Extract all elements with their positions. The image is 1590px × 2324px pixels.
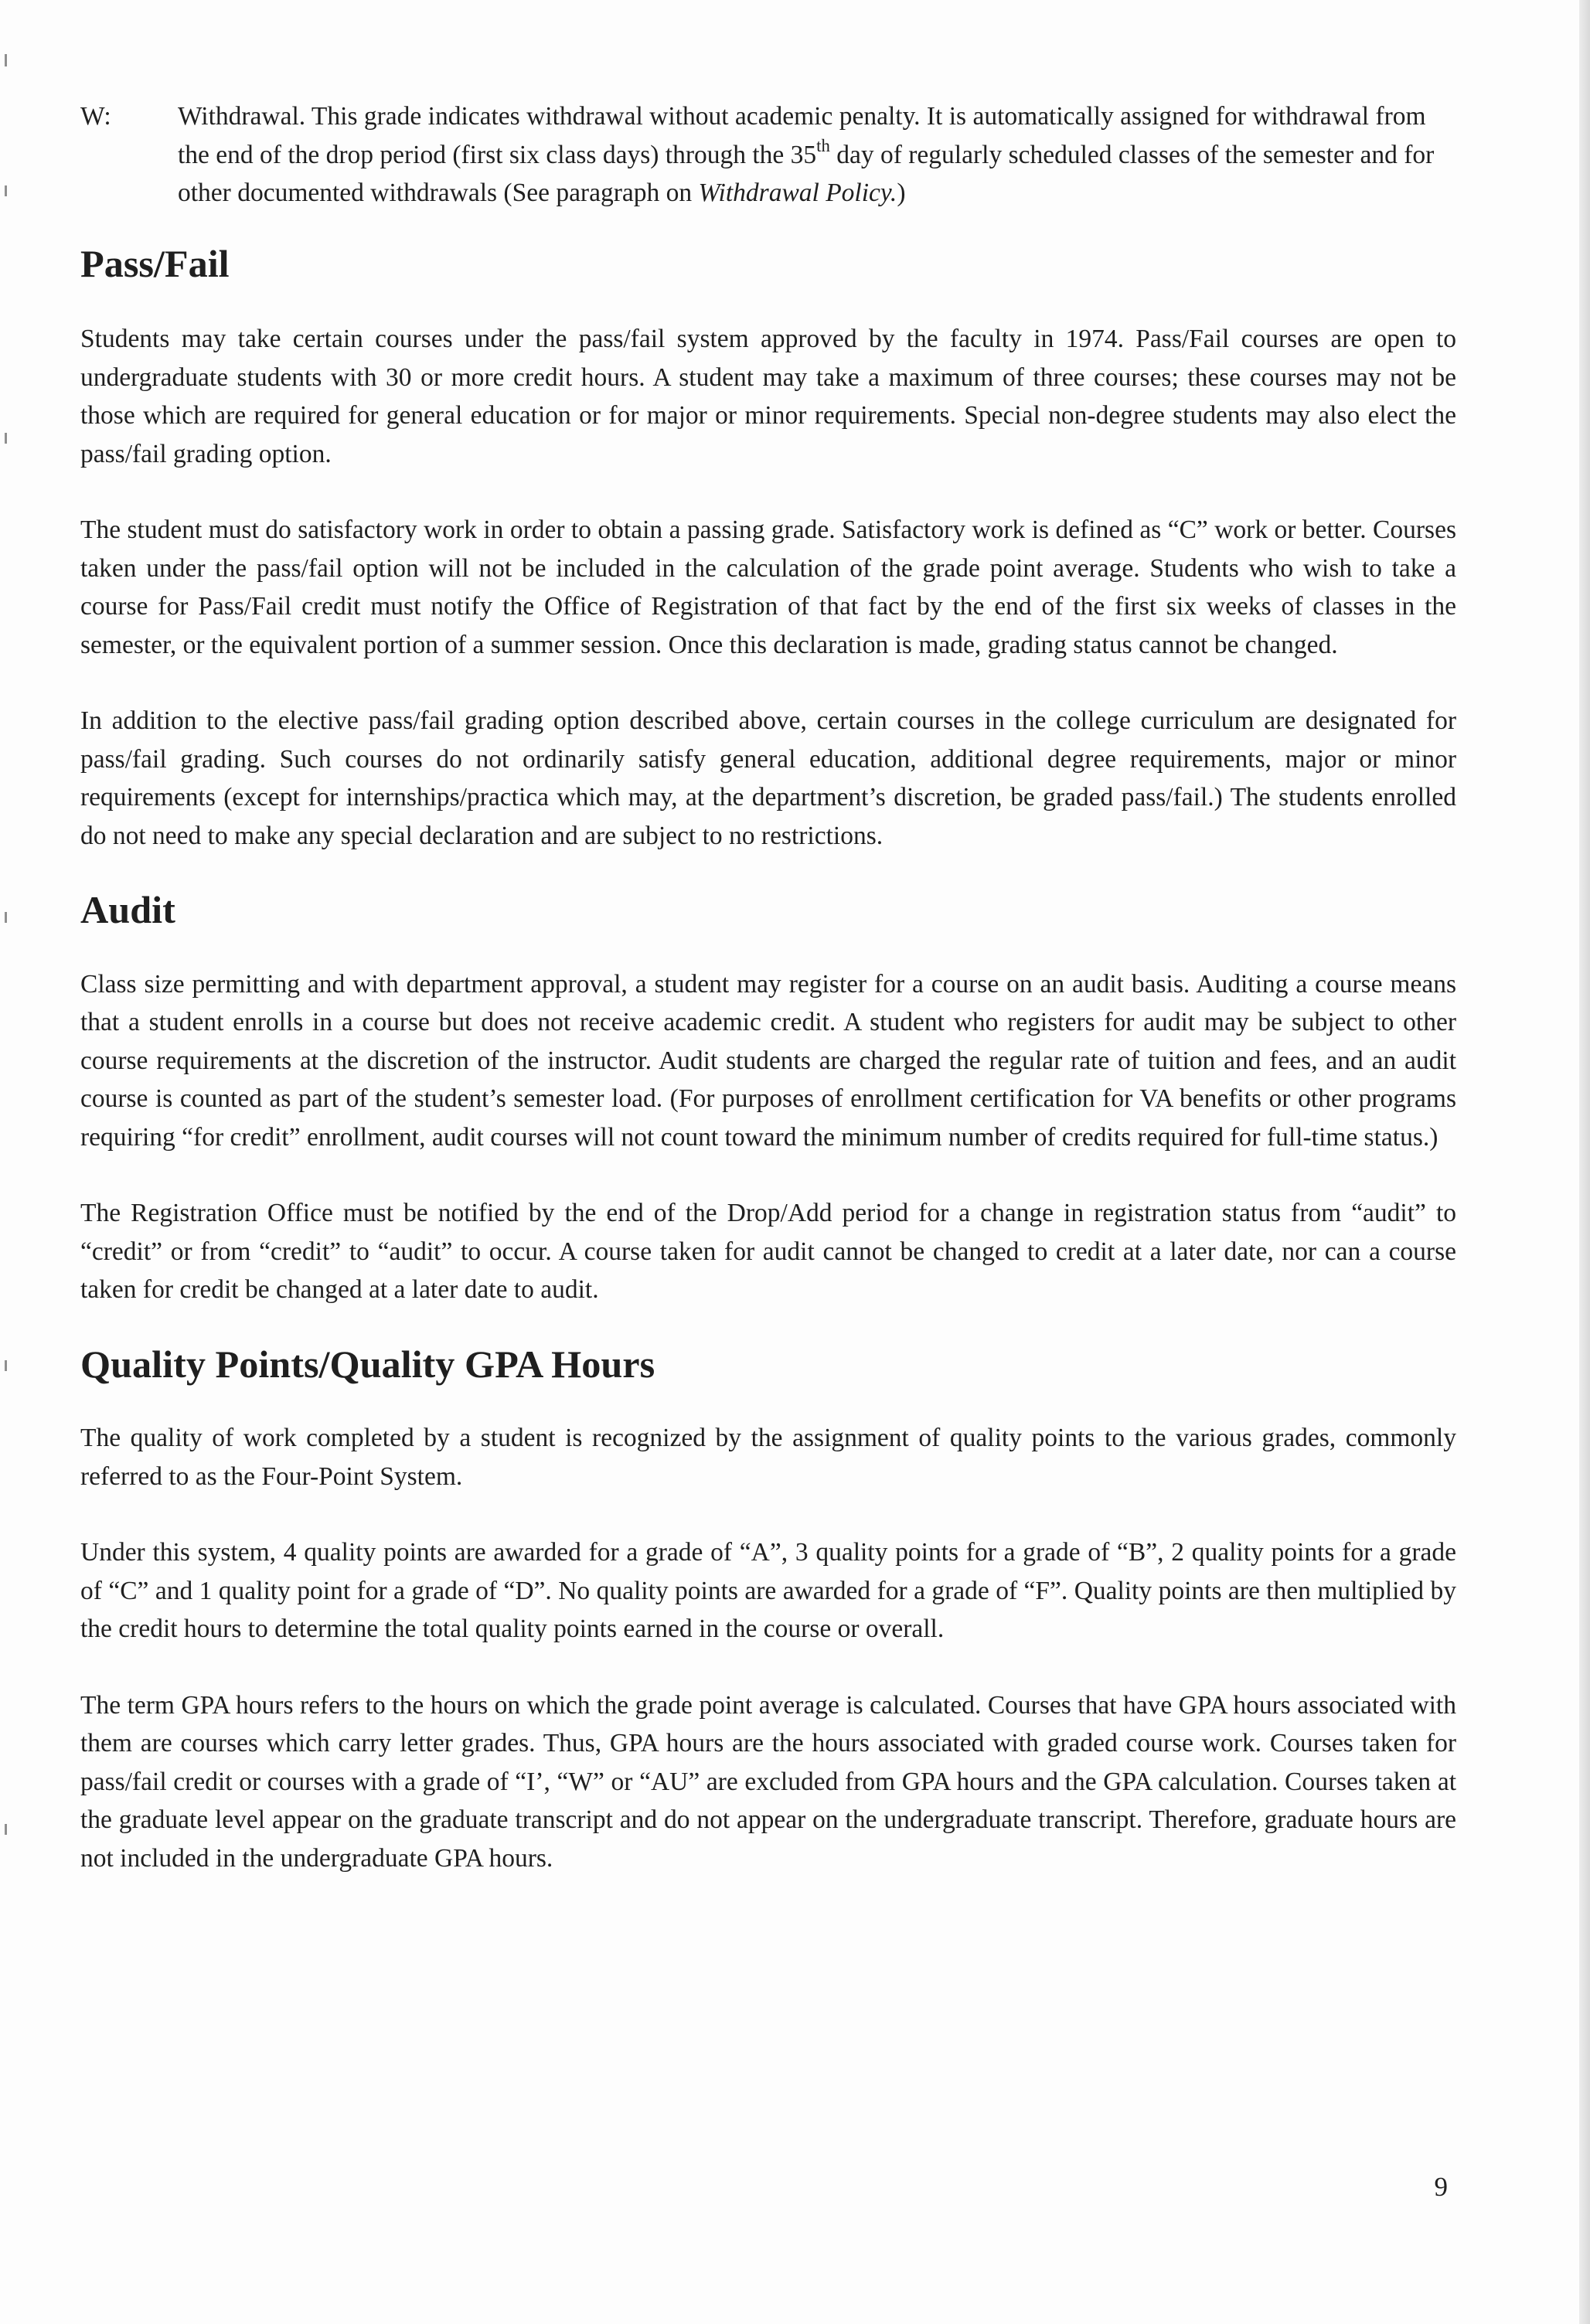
withdrawal-text-main: Withdrawal. This grade indicates withdrawal without academic penalty. It is automatically assigned for withdrawal from the end of the drop period (first six class days) through the 35	[178, 102, 1426, 169]
binding-hole-mark	[5, 433, 7, 444]
withdrawal-term: W:	[80, 102, 111, 131]
withdrawal-text-end: )	[897, 179, 906, 207]
binding-hole-mark	[5, 185, 7, 196]
ordinal-suffix: th	[816, 135, 830, 155]
binding-hole-mark	[5, 54, 7, 66]
pass-fail-paragraph: The student must do satisfactory work in order to obtain a passing grade. Satisfactory work is defined as “C” work or better. Courses taken under the pass/fail option will not be included in the calculation of the grade point average. Students who wish to take a course for Pass/Fail credit must notify the Office of Registration of that fact by the end of the first six weeks of classes in the semester, or the equivalent portion of a summer session. Once this declaration is made, grading status cannot be changed.	[80, 515, 1456, 659]
pass-fail-paragraph: Students may take certain courses under the pass/fail system approved by the faculty in 1974. Pass/Fail courses are open to undergraduate students with 30 or more credit hours. A student may take a maximum of three courses; these courses may not be those which are required for general education or for major or minor requirements. Special non-degree students may also elect the pass/fail grading option.	[80, 325, 1456, 468]
quality-points-paragraph: Under this system, 4 quality points are awarded for a grade of “A”, 3 quality points for a grade of “B”, 2 quality points for a grade of “C” and 1 quality point for a grade of “D”. No quality points are awarded for a grade of “F”. Quality points are then multiplied by the credit hours to determine the total quality points earned in the course or overall.	[80, 1538, 1456, 1643]
binding-hole-mark	[5, 1824, 7, 1835]
audit-heading: Audit	[80, 888, 175, 931]
audit-paragraph: Class size permitting and with department approval, a student may register for a course on an audit basis. Auditing a course means that a student enrolls in a course but does not receive academic credit. A student who registers for audit may be subject to other course requirements at the discretion of the instructor. Audit students are charged the regular rate of tuition and fees, and an audit course is counted as part of the student’s semester load. (For purposes of enrollment certification for VA benefits or other programs requiring “for credit” enrollment, audit courses will not count toward the minimum number of credits required for full-time status.)	[80, 969, 1456, 1152]
quality-points-paragraph: The term GPA hours refers to the hours on which the grade point average is calculated. Courses that have GPA hours associated with them are courses which carry letter grades. Thus, GPA hours are the hours associated with graded course work. Courses taken for pass/fail credit or courses with a grade of “I’, “W” or “AU” are excluded from GPA hours and the GPA calculation. Courses taken at the graduate level appear on the graduate transcript and do not appear on the undergraduate transcript. Therefore, graduate hours are not included in the undergraduate GPA hours.	[80, 1690, 1456, 1873]
page-content	[80, 97, 1456, 1877]
quality-points-paragraph: The quality of work completed by a student is recognized by the assignment of quality points to the various grades, commonly referred to as the Four-Point System.	[80, 1424, 1456, 1491]
withdrawal-definition	[80, 97, 1456, 213]
pass-fail-heading: Pass/Fail	[80, 241, 230, 285]
quality-points-heading: Quality Points/Quality GPA Hours	[80, 1342, 655, 1386]
binding-hole-mark	[5, 912, 7, 923]
withdrawal-policy-reference: Withdrawal Policy.	[698, 179, 897, 207]
page-spine-shadow	[1579, 0, 1590, 2324]
withdrawal-text	[178, 97, 1456, 213]
withdrawal-text-continued: day of regularly scheduled classes of the semester and for other documented withdrawals (See paragraph on	[178, 140, 1435, 207]
page-number: 9	[1434, 2172, 1448, 2202]
pass-fail-paragraph: In addition to the elective pass/fail grading option described above, certain courses in the college curriculum are designated for pass/fail grading. Such courses do not ordinarily satisfy general education, additional degree requirements, major or minor requirements (except for internships/practica which may, at the department’s discretion, be graded pass/fail.) The students enrolled do not need to make any special declaration and are subject to no restrictions.	[80, 706, 1456, 850]
binding-hole-mark	[5, 1360, 7, 1371]
audit-paragraph: The Registration Office must be notified by the end of the Drop/Add period for a change in registration status from “audit” to “credit” or from “credit” to “audit” to occur. A course taken for audit cannot be changed to credit at a later date, nor can a course taken for credit be changed at a later date to audit.	[80, 1199, 1456, 1304]
